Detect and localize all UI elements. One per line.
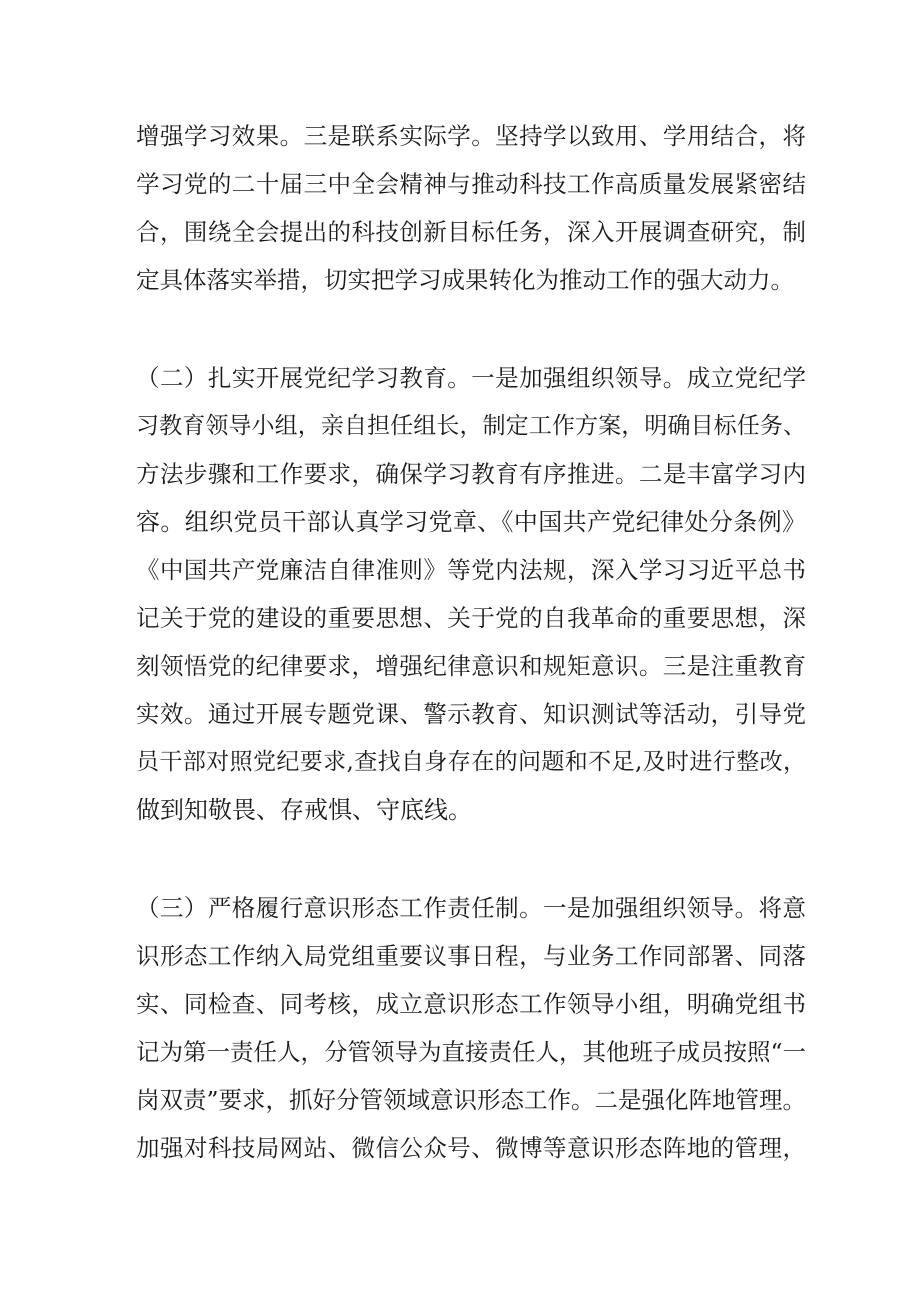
paragraph-1-line-1: 增强学习效果。三是联系实际学。坚持学以致用、学用结合，将 xyxy=(136,122,806,150)
paragraph-2-line-9: 员干部对照党纪要求,查找自身存在的问题和不足,及时进行整改， xyxy=(136,749,806,775)
paragraph-3-line-4: 记为第一责任人，分管领导为直接责任人，其他班子成员按照“一 xyxy=(136,1038,807,1066)
paragraph-3-line-5: 岗双责”要求，抓好分管领域意识形态工作。二是强化阵地管理。 xyxy=(136,1086,807,1114)
paragraph-2-line-7: 刻领悟党的纪律要求，增强纪律意识和规矩意识。三是注重教育 xyxy=(136,652,806,680)
paragraph-2-line-10: 做到知敬畏、存戒惧、守底线。 xyxy=(136,796,472,824)
paragraph-2-line-3: 方法步骤和工作要求，确保学习教育有序推进。二是丰富学习内 xyxy=(136,460,806,488)
paragraph-1-line-4: 定具体落实举措，切实把学习成果转化为推动工作的强大动力。 xyxy=(136,266,794,294)
paragraph-2-line-1: （二）扎实开展党纪学习教育。一是加强组织领导。成立党纪学 xyxy=(136,364,806,392)
paragraph-2-line-6: 记关于党的建设的重要思想、关于党的自我革命的重要思想，深 xyxy=(136,604,806,632)
paragraph-3-line-2: 识形态工作纳入局党组重要议事日程，与业务工作同部署、同落 xyxy=(136,942,806,970)
paragraph-3-line-3: 实、同检查、同考核，成立意识形态工作领导小组，明确党组书 xyxy=(136,990,806,1018)
paragraph-2-line-8: 实效。通过开展专题党课、警示教育、知识测试等活动，引导党 xyxy=(136,700,806,728)
paragraph-3-line-6: 加强对科技局网站、微信公众号、微博等意识形态阵地的管理， xyxy=(136,1134,806,1162)
paragraph-2-line-4: 容。组织党员干部认真学习党章、《中国共产党纪律处分条例》 xyxy=(136,508,806,536)
paragraph-2-line-5: 《中国共产党廉洁自律准则》等党内法规，深入学习习近平总书 xyxy=(136,556,806,584)
paragraph-3-line-1: （三）严格履行意识形态工作责任制。一是加强组织领导。将意 xyxy=(136,894,806,922)
paragraph-2-line-2: 习教育领导小组，亲自担任组长，制定工作方案，明确目标任务、 xyxy=(136,413,806,439)
paragraph-1-line-3: 合，围绕全会提出的科技创新目标任务，深入开展调查研究，制 xyxy=(136,218,806,246)
paragraph-1-line-2: 学习党的二十届三中全会精神与推动科技工作高质量发展紧密结 xyxy=(136,170,806,198)
